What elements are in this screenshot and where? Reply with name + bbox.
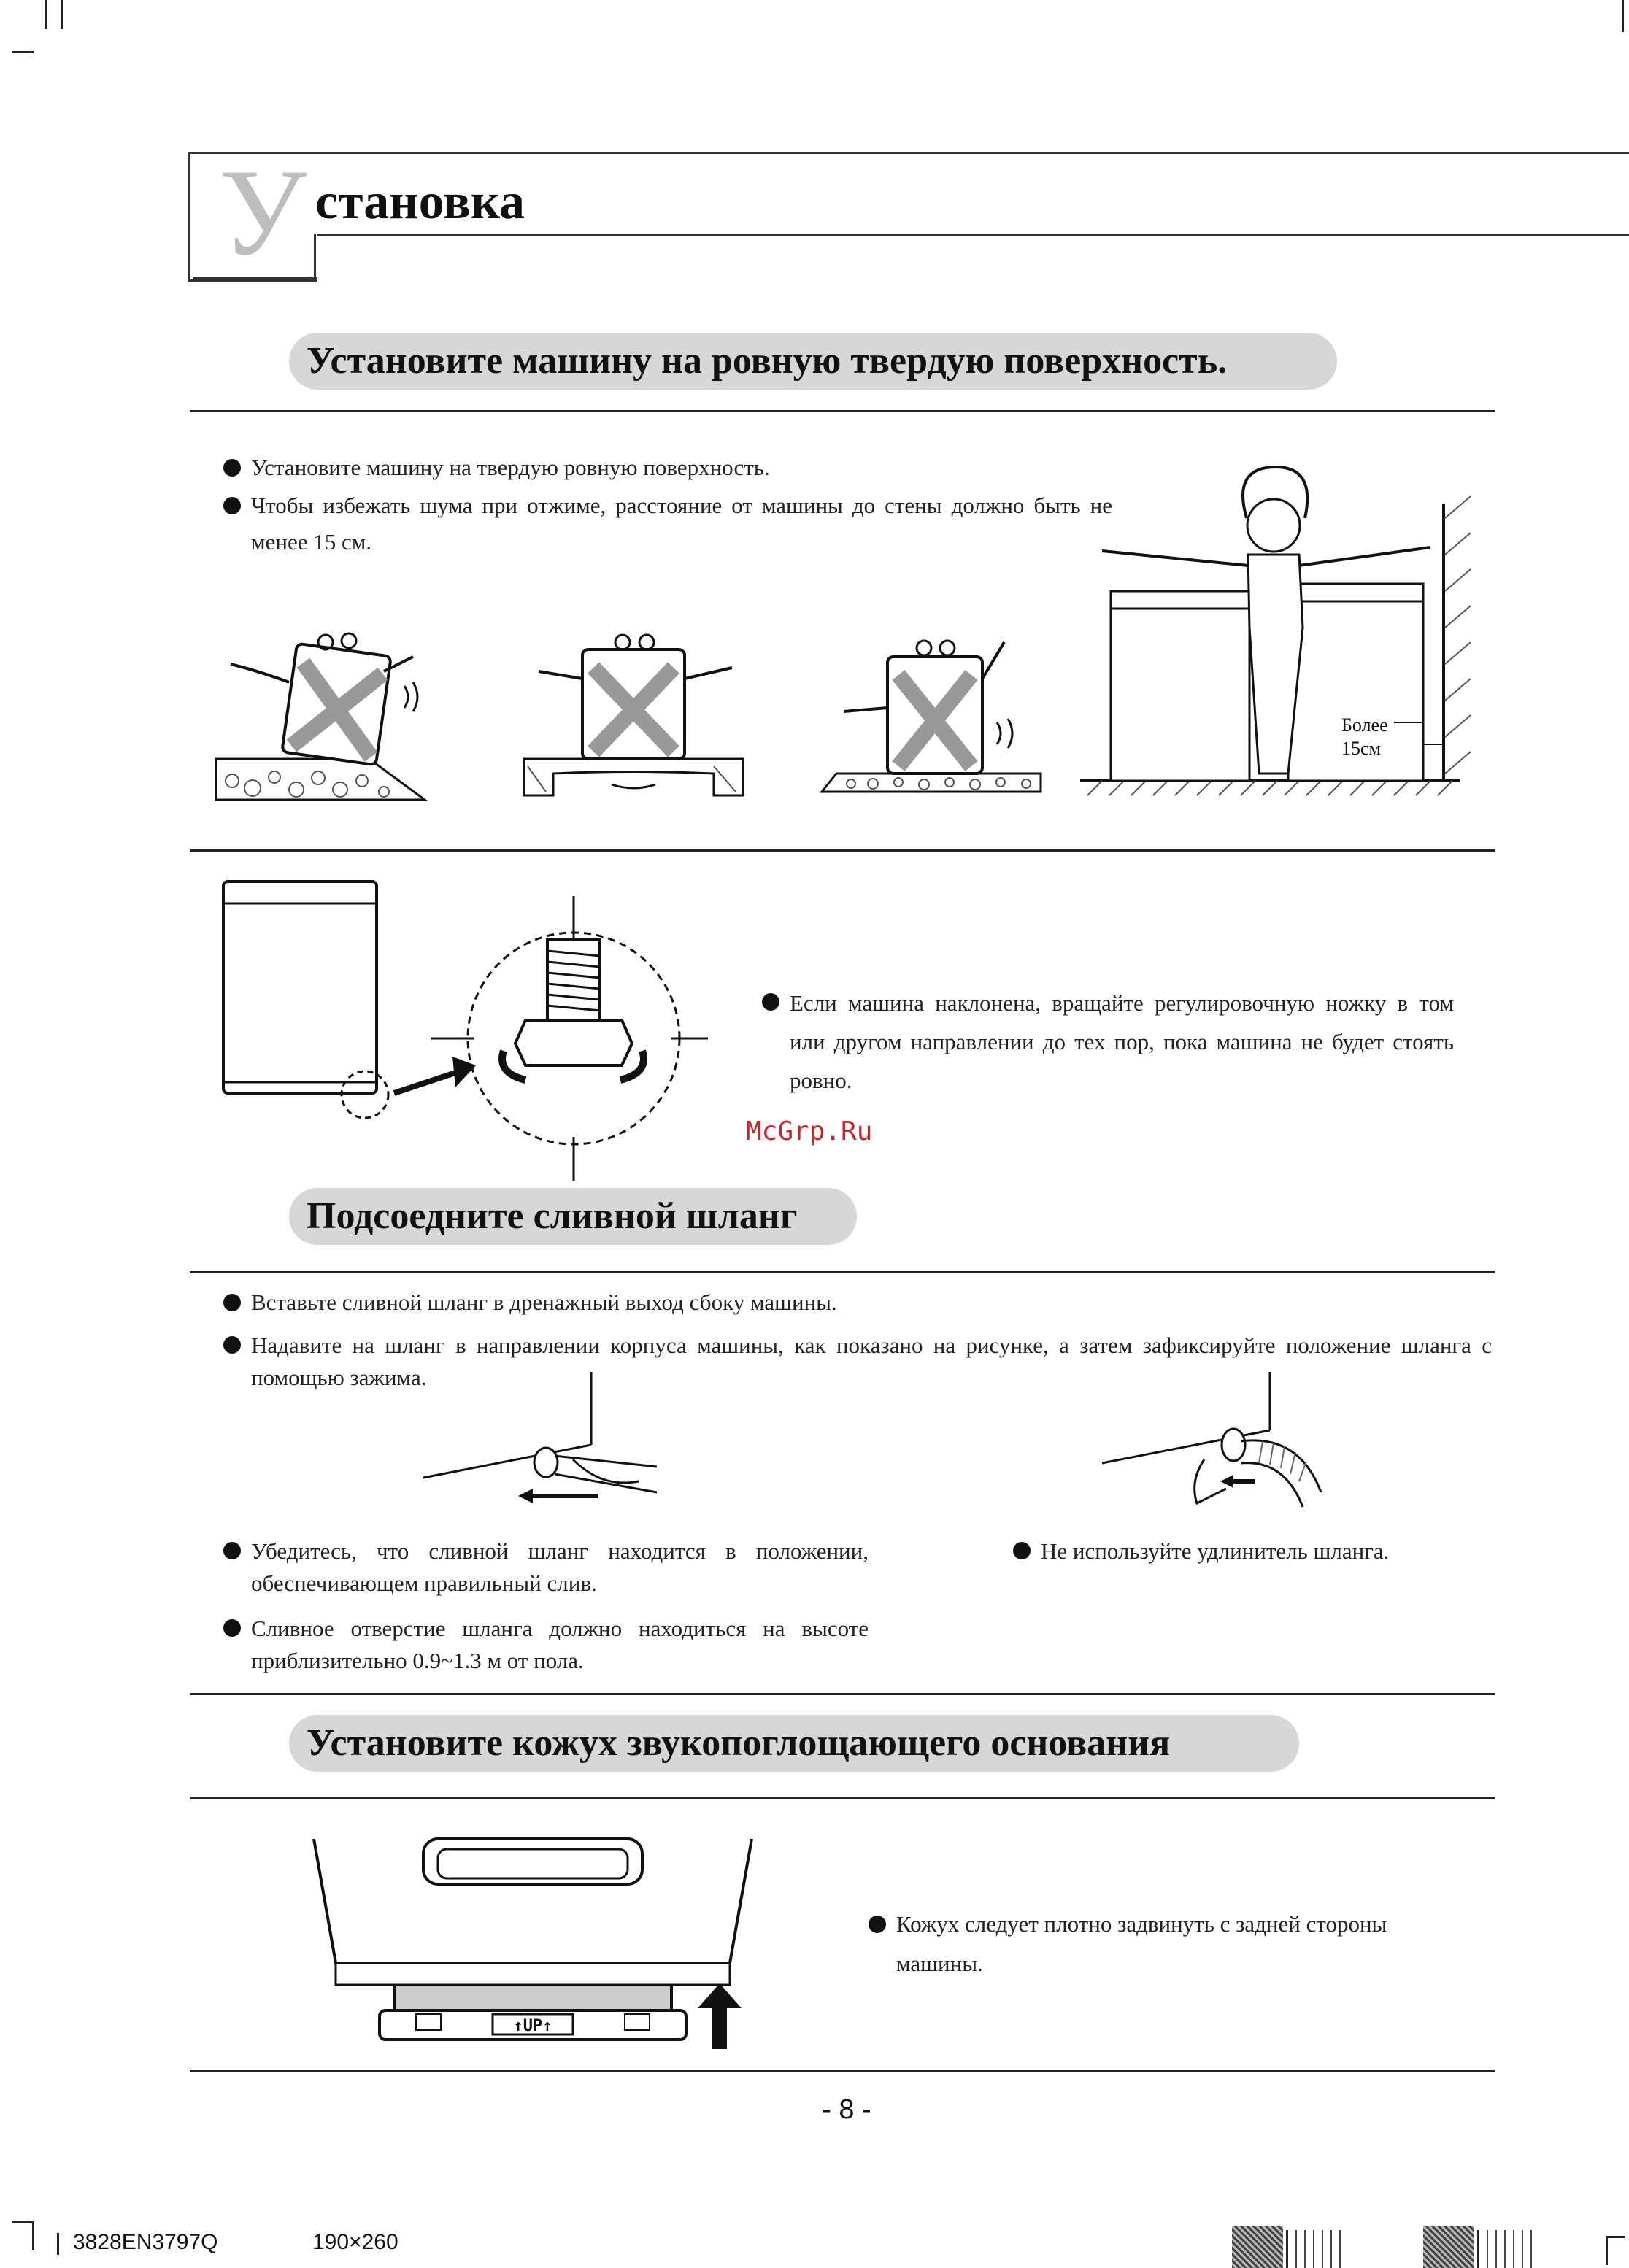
registration-block-2 [1423, 2226, 1474, 2268]
base-plate-label: ↑UP↑ [513, 2017, 552, 2035]
clearance-illustration [1080, 452, 1485, 810]
bullet-dot [869, 1916, 886, 1933]
bullet-dot [223, 459, 241, 477]
page-title: становка [315, 174, 525, 230]
section-title-drain: Подсоедните сливной шланг [289, 1188, 857, 1245]
bullet-drain-left-1: Убедитесь, что сливной шланг находится в положении, обеспечивающем правильный слив. [251, 1535, 869, 1600]
bullet-dot [223, 1619, 241, 1637]
clearance-label-more: Более [1341, 714, 1388, 736]
bullet-dot [223, 1294, 241, 1311]
base-cover-illustration [307, 1832, 759, 2051]
drain-hose-clamp-illustration [1095, 1372, 1343, 1532]
crop-mark-top-right [1622, 0, 1624, 32]
crop-mark-top-left-v [45, 0, 47, 29]
bullet-dot [1013, 1542, 1031, 1559]
leveling-foot-illustration [219, 874, 715, 1181]
registration-marks-2 [1477, 2230, 1537, 2268]
crop-mark-top-left-v2 [61, 0, 63, 29]
bullet-drain-left-2: Сливное отверстие шланга должно находиться на высоте приблизительно 0.9~1.3 м от пола. [251, 1613, 869, 1677]
clearance-label-15cm: 15см [1341, 738, 1381, 759]
wrong-slope-illustration [216, 628, 428, 803]
bullet-level-2: Чтобы избежать шума при отжиме, расстояние от машины до стены должно быть не менее 15 см. [251, 487, 1112, 560]
divider [190, 1797, 1495, 1799]
bullet-drain-right: Не используйте удлинитель шланга. [1041, 1535, 1493, 1567]
bullet-dot [223, 1542, 241, 1559]
push-arrow-icon [698, 1983, 742, 2049]
watermark: McGrp.Ru [746, 1116, 873, 1146]
section-title-level: Установите машину на ровную твердую поверхность. [289, 333, 1337, 390]
section-title-base-cover: Установите кожух звукопоглощающего основания [289, 1715, 1299, 1772]
crop-mark-top-left [12, 51, 34, 53]
bullet-dot [223, 497, 241, 514]
page-number: - 8 - [822, 2094, 871, 2125]
drain-hose-insert-illustration [416, 1372, 671, 1518]
bullet-drain-2: Надавите на шланг в направлении корпуса машины, как показано на рисунке, а затем зафиксируйте положение шланга с помощью зажима. [251, 1330, 1492, 1394]
wrong-soft-floor-illustration [822, 628, 1048, 803]
crop-mark-bottom-right-v [1606, 2236, 1608, 2265]
bullet-leveling-foot: Если машина наклонена, вращайте регулировочную ножку в том или другом направлении до тех пор, пока машина не будет стоять ровно. [790, 984, 1454, 1100]
crop-mark-bottom-right [1606, 2236, 1625, 2238]
footer-code: 3828EN3797Q [73, 2230, 218, 2254]
footer-size: 190×260 [312, 2230, 398, 2254]
header-step [314, 234, 316, 282]
title-initial: У [219, 144, 307, 281]
bullet-level-1: Установите машину на твердую ровную поверхность. [251, 450, 1112, 486]
header-top-line [317, 152, 1629, 154]
divider [190, 1271, 1495, 1273]
bullet-dot [762, 993, 779, 1011]
wrong-uneven-illustration [524, 628, 743, 803]
registration-marks-1 [1286, 2230, 1346, 2268]
bullet-dot [223, 1336, 241, 1354]
divider [190, 2070, 1495, 2072]
crop-mark-bottom-left-v [32, 2221, 34, 2250]
registration-block-1 [1232, 2226, 1283, 2268]
divider [190, 849, 1495, 852]
bullet-base-cover: Кожух следует плотно задвинуть с задней стороны машины. [896, 1905, 1466, 1983]
divider [190, 1693, 1495, 1695]
bullet-drain-1: Вставьте сливной шланг в дренажный выход сбоку машины. [251, 1284, 1492, 1321]
divider [190, 410, 1495, 412]
crop-mark-bottom-left-v2 [57, 2233, 59, 2255]
crop-mark-bottom-left [12, 2221, 34, 2223]
